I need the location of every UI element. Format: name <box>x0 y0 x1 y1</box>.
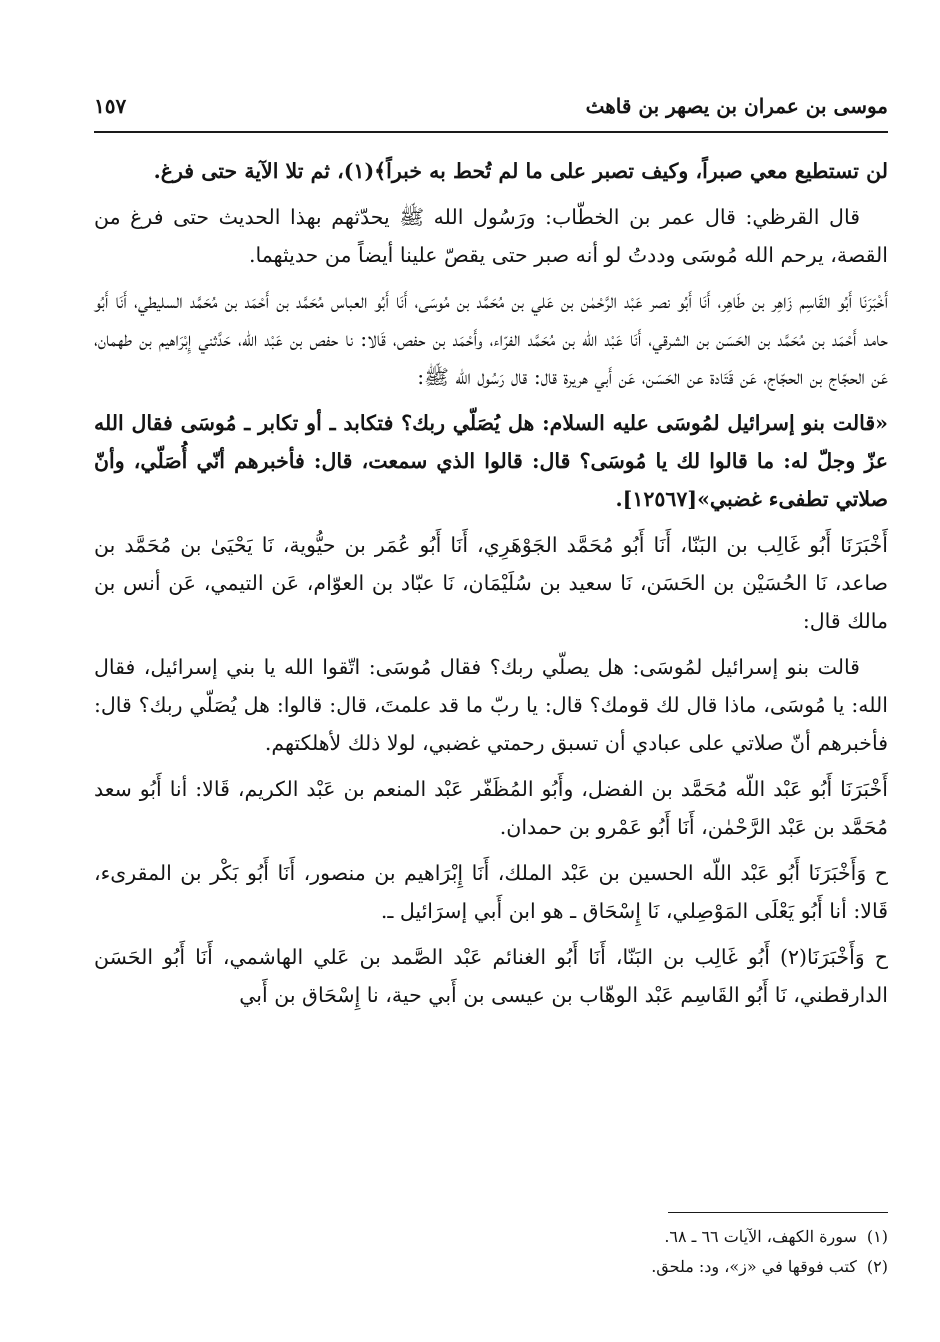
header-divider <box>94 131 888 133</box>
running-title: موسى بن عمران بن يصهر بن قاهث <box>585 94 888 118</box>
footnotes <box>94 1222 888 1282</box>
paragraph-isnad-5: ح وَأَخْبَرَنَا(٢) أَبُو غَالِب بن البَنّا، أَنَا أَبُو الغنائم عَبْد الصَّمد بن عَلي الهاشمي، أَنَا أَبُو الحَسَن الدارقطني، نَا أَبُو القَاسِم عَبْد الوهّاب بن عيسى بن أَبي حية، نا إِسْحَاق بن أَبي <box>94 945 888 1007</box>
paragraph-isnad-2: أَخْبَرَنَا أَبُو غَالِب بن البَنّا، أَنَا أَبُو مُحَمَّد الجَوْهَرِي، أَنَا أَبُو عُمَر بن حيُّوية، نَا يَحْيَىٰ بن مُحَمَّد بن صاعد، نَا الحُسَيْن بن الحَسَن، نَا سعيد بن سُلَيْمَان، نَا عبّاد بن العوّام، عَن التيمي، عَن أنس بن مالك قال: <box>94 533 888 633</box>
footnote-number: (٢) <box>866 1257 888 1276</box>
paragraph-hadith-1: «قالت بنو إسرائيل لمُوسَى عليه السلام: هل يُصَلّي ربك؟ فتكابد ـ أو تكابر ـ مُوسَى فقال الله عزّ وجلّ له: ما قالوا لك يا مُوسَى؟ قال: قالوا الذي سمعت، قال: فأخبرهم أنّي أُصَلّي، وأنّ صلاتي تطفىء غضبي»[١٢٥٦٧]. <box>94 411 888 511</box>
paragraph-qurazi: قال القرظي: قال عمر بن الخطّاب: ورَسُول الله ﷺ يحدّثهم بهذا الحديث حتى فرغ من القصة، يرحم الله مُوسَى وددتُ لو أنه صبر حتى يقصّ علينا أيضاً من حديثهما. <box>94 205 888 267</box>
paragraph-hadith-2: قالت بنو إسرائيل لمُوسَى: هل يصلّي ربك؟ فقال مُوسَى: اتّقوا الله يا بني إسرائيل، فقال الله: يا مُوسَى، ماذا قال لك قومك؟ قال: يا ربّ ما قد علمتَ، قال: قالوا: هل يُصَلّي ربك؟ قال: فأخبرهم أنّ صلاتي على عبادي أن تسبق رحمتي غضبي، لولا ذلك لأهلكتهم. <box>94 655 888 755</box>
page-header <box>94 88 888 124</box>
footnote-divider <box>668 1212 888 1213</box>
footnote-text: كتب فوقها في «ز»، ود: ملحق. <box>651 1257 857 1276</box>
footnote-item <box>94 1252 888 1282</box>
footnote-item <box>94 1222 888 1252</box>
page-body <box>94 152 888 1022</box>
paragraph-quran-end: لن تستطيع معي صبراً، وكيف تصبر على ما لم تُحط به خبراً﴾(١)، ثم تلا الآية حتى فرغ. <box>153 159 888 183</box>
paragraph-isnad-1: أَخْبَرَنَا أَبُو القَاسِم زَاهِر بن طَاهِر، أَنَا أَبُو نصر عَبْد الرَّحْمٰن بن عَلي بن مُحَمَّد بن مُوسَى، أَنَا أَبُو العباس مُحَمَّد بن أَحْمَد بن مُحَمَّد السليطي، أَنَا أَبُو حامد أَحْمَد بن مُحَمَّد بن الحَسَن بن الشرقي، أَنَا عَبْد اللّه بن مُحَمَّد الفرّاء، وأَحْمَد بن حفص، قَالا: نا حفص بن عَبْد اللّه، حَدَّثني إِبْرَاهيم بن طهمان، عَن الحجّاج بن الحجّاج، عَن قَتَادة عن الحَسَن، عَن أَبي هريرة قال: قال رَسُول الله ﷺ: <box>94 289 888 389</box>
paragraph-isnad-3: أَخْبَرَنَا أَبُو عَبْد اللّه مُحَمَّد بن الفضل، وأَبُو المُظَفّر عَبْد المنعم بن عَبْد الكريم، قَالا: أنا أَبُو سعد مُحَمَّد بن عَبْد الرَّحْمٰن، أَنَا أَبُو عَمْرو بن حمدان. <box>94 777 888 839</box>
page-number: ١٥٧ <box>94 94 127 118</box>
paragraph-isnad-4: ح وَأَخْبَرَنَا أَبُو عَبْد اللّه الحسين بن عَبْد الملك، أَنَا إِبْرَاهيم بن منصور، أَنَا أَبُو بَكْر بن المقرىء، قَالا: أنا أَبُو يَعْلَى المَوْصِلي، نَا إِسْحَاق ـ هو ابن أَبي إسرَائيل ـ. <box>94 861 888 923</box>
footnote-number: (١) <box>866 1227 888 1246</box>
footnote-text: سورة الكهف، الآيات ٦٦ ـ ٦٨. <box>664 1227 857 1246</box>
